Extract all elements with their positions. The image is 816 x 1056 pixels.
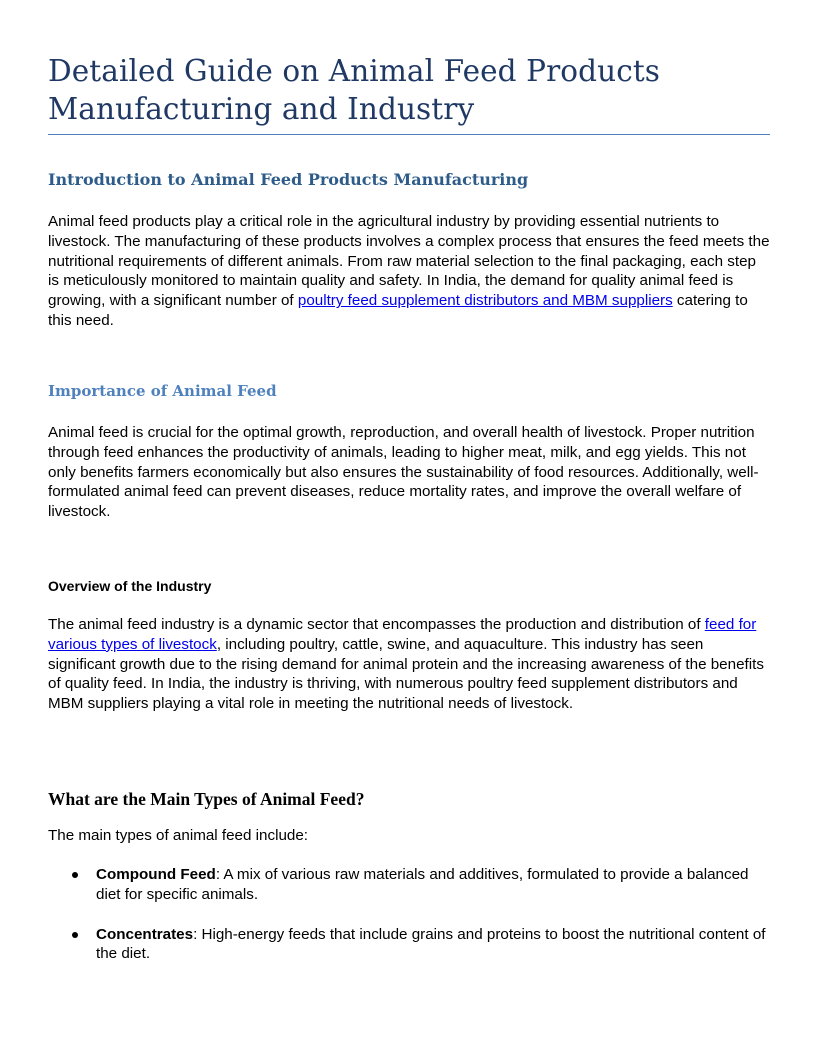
distributors-link[interactable]: poultry feed supplement distributors and MBM suppliers: [297, 292, 673, 310]
overview-heading: Overview of the Industry: [48, 578, 212, 594]
types-heading: What are the Main Types of Animal Feed?: [48, 789, 365, 809]
title-divider: [48, 134, 770, 135]
overview-text-start: The animal feed industry is a dynamic sector that encompasses the production and distribution of: [48, 616, 705, 633]
bullet-icon: [72, 932, 78, 938]
intro-paragraph: [48, 212, 770, 331]
overview-text-end: , including poultry, cattle, swine, and aquaculture. This industry has seen significant growth due to the rising demand for animal protein and the increasing awareness of the benefits of quality feed. In India, the industry is thriving, with numerous poultry feed supplement distributors and MBM suppliers playing a vital role in meeting the nutritional needs of livestock.: [48, 635, 764, 713]
types-intro: The main types of animal feed include:: [48, 827, 309, 844]
list-item: [48, 925, 770, 965]
intro-text-start: Animal feed products play a critical role in the agricultural industry by providing essential nutrients to livestock. The manufacturing of these products involves a complex process that ensures the feed meets the nutritional requirements of different animals. From raw material selection to the final packaging, each step is meticulously monitored to maintain quality and safety. In India, the demand for quality animal feed is growing, with a significant number of: [48, 213, 770, 310]
list-item: [48, 865, 770, 905]
intro-text-end: catering to this need.: [48, 292, 748, 329]
list-item-description: : High-energy feeds that include grains and proteins to boost the nutritional content of the diet.: [96, 925, 766, 963]
livestock-feed-link[interactable]: feed for various types of livestock: [48, 616, 757, 653]
importance-paragraph: Animal feed is crucial for the optimal growth, reproduction, and overall health of livestock. Proper nutrition through feed enhances the productivity of animals, leading to higher meat, milk, and egg yields. This not only benefits farmers economically but also ensures the sustainability of food resources. Additionally, well-formulated animal feed can prevent diseases, reduce mortality rates, and improve the overall welfare of livestock.: [48, 424, 759, 521]
list-item-description: : A mix of various raw materials and additives, formulated to provide a balanced diet for specific animals.: [96, 866, 749, 903]
overview-paragraph: [48, 615, 770, 714]
feed-types-list: [48, 865, 770, 984]
list-item-term: Compound Feed: [96, 866, 216, 883]
intro-heading: Introduction to Animal Feed Products Manufacturing: [48, 170, 529, 189]
importance-heading: Importance of Animal Feed: [48, 382, 277, 400]
document-title: Detailed Guide on Animal Feed Products Manufacturing and Industry: [48, 54, 661, 126]
bullet-icon: [72, 872, 78, 878]
list-item-term: Concentrates: [96, 925, 194, 943]
